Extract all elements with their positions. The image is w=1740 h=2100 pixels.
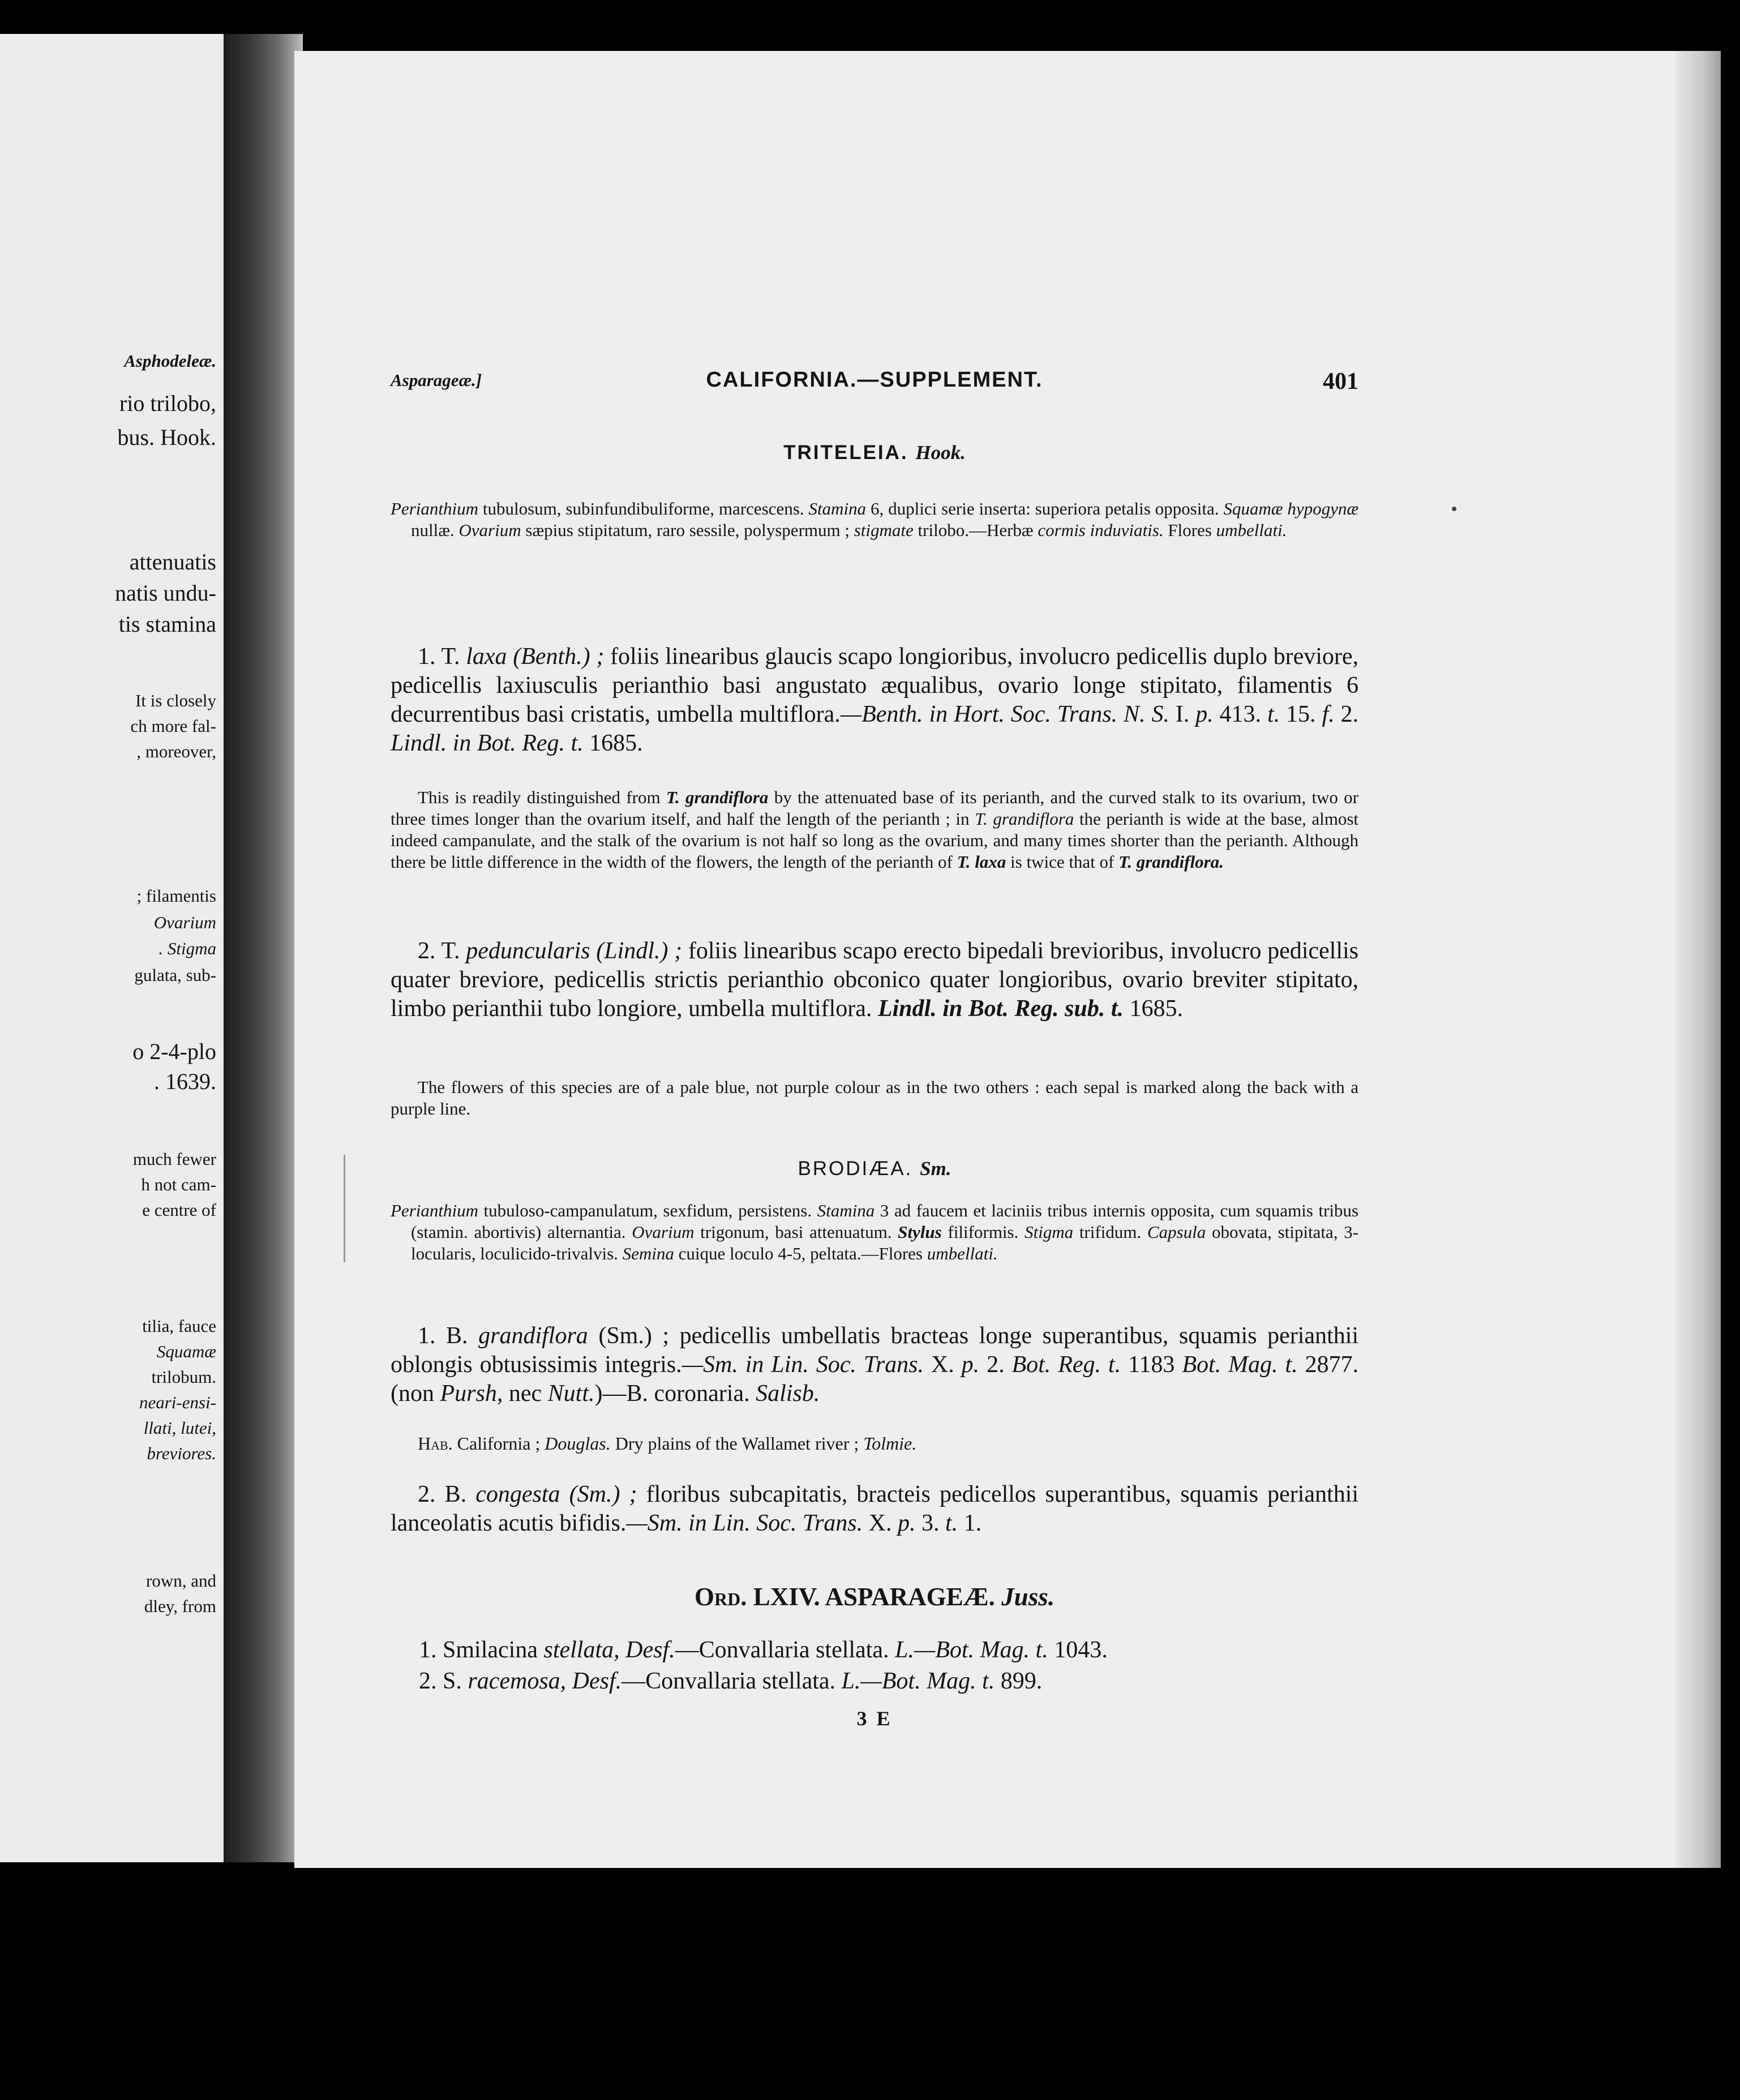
text: tubuloso-campanulatum, sexfidum, persistens. (478, 1201, 817, 1220)
species-epithet: peduncularis (466, 938, 590, 964)
habitat-text: Dry plains of the Wallamet river ; (610, 1433, 864, 1454)
genus-name: TRITELEIA. (783, 442, 908, 464)
reference: I. (1169, 701, 1196, 727)
note-taxon: T. grandiflora. (1118, 852, 1224, 872)
page-number: 401 (1323, 368, 1358, 395)
reference: 3. (915, 1510, 945, 1536)
text: trifidum. (1073, 1222, 1147, 1242)
previous-page-line: o 2-4-plo (132, 1039, 216, 1064)
synonym: —Convallaria stellata. (675, 1637, 895, 1663)
reference: t. (1267, 701, 1280, 727)
note-text: by the attenuated base of its perianth, and the curved stalk to its ovarium, two or three times longer than the ovarium itself, and half the length of the perianth ; in (391, 787, 1358, 829)
reference: —Sm. in Lin. Soc. Trans. (626, 1510, 863, 1536)
term: Squamæ hypogynæ (1223, 499, 1359, 518)
term: Capsula (1147, 1222, 1206, 1242)
reference: —Benth. in Hort. Soc. Trans. N. S. (840, 701, 1169, 727)
text: tubulosum, subinfundibuliforme, marcescens. (478, 499, 809, 518)
species-entry-brodiaea-congesta (391, 1480, 1358, 1538)
previous-page-line: e centre of (142, 1200, 216, 1220)
order-author: Juss. (1001, 1583, 1055, 1611)
previous-page-line: neari-ensi- (139, 1392, 216, 1412)
reference: f. (1322, 701, 1335, 727)
previous-page-line: rio trilobo, (119, 391, 216, 416)
term: Stamina (808, 499, 867, 518)
term: Ovarium (458, 520, 521, 540)
book-gutter (224, 34, 303, 1862)
previous-page-line: dley, from (144, 1596, 216, 1616)
previous-page-line: h not cam- (141, 1175, 216, 1194)
genus-heading-triteleia (391, 442, 1358, 464)
species-entry-smilacina-stellata (391, 1636, 1387, 1665)
genus-name: BRODIÆA. (798, 1158, 913, 1180)
species-epithet: racemosa, Desf. (468, 1668, 622, 1694)
reference: —Sm. in Lin. Soc. Trans. (682, 1352, 924, 1378)
note-triteleia-laxa (391, 787, 1358, 873)
text: Flores (1163, 520, 1216, 540)
text: 3 ad faucem et laciniis tribus internis opposita, cum squamis tribus (stamin. abortivis) alternantia. (411, 1201, 1359, 1242)
previous-page-line: llati, lutei, (143, 1418, 216, 1438)
text: 6, duplici serie inserta: superiora petalis opposita. (866, 499, 1224, 518)
reference: Salisb. (756, 1381, 820, 1407)
reference: 1685. (1123, 996, 1183, 1022)
ink-speck (1452, 507, 1456, 511)
page-edge-shadow (1675, 51, 1721, 1868)
genus-heading-brodiaea (391, 1158, 1358, 1180)
species-diagnosis: foliis linearibus glaucis scapo longioribus, involucro pedicellis duplo breviore, pedicellis laxiusculis perianthio basi angustato æqualibus, ovario longe stipitato, filamentis 6 decurrentibus basi cristatis, umbella multiflora. (391, 644, 1359, 727)
species-entry-smilacina-racemosa (391, 1667, 1387, 1696)
species-entry-brodiaea-grandiflora (391, 1322, 1358, 1408)
species-number: 2. T. (418, 938, 466, 964)
previous-page-line: tis stamina (118, 611, 216, 637)
text: obovata, stipitata, 3-locularis, loculicido-trivalvis. (411, 1222, 1358, 1263)
term: cormis induviatis. (1038, 520, 1164, 540)
order-heading-asparageae (391, 1582, 1358, 1612)
text: trilobo.—Herbæ (913, 520, 1038, 540)
note-taxon: T. grandiflora (975, 809, 1074, 829)
species-epithet: grandiflora (478, 1323, 588, 1349)
reference: X. (863, 1510, 898, 1536)
term: umbellati. (1216, 520, 1287, 540)
margin-mark (344, 1155, 345, 1262)
habitat-label: Hab. (418, 1433, 453, 1454)
reference: 413. (1213, 701, 1267, 727)
text: cuique loculo 4-5, peltata.—Flores (674, 1244, 927, 1263)
previous-page-line: rown, and (146, 1571, 216, 1591)
previous-page-line: ch more fal- (130, 716, 216, 736)
reference: 1. (958, 1510, 982, 1536)
reference: )—B. coronaria. (594, 1381, 756, 1407)
term: Perianthium (391, 499, 478, 518)
species-number: 2. B. (418, 1481, 476, 1507)
previous-page-line: natis undu- (115, 580, 216, 606)
previous-page-line: much fewer (132, 1149, 216, 1169)
reference: p. (1195, 701, 1214, 727)
reference: 899. (995, 1668, 1043, 1694)
book-page (294, 51, 1709, 1868)
species-author: (Lindl.) ; (590, 938, 688, 964)
habitat-text: California ; (452, 1433, 545, 1454)
previous-page-line: Ovarium (153, 912, 216, 932)
note-triteleia-peduncularis: The flowers of this species are of a pale blue, not purple colour as in the two others : each sepal is marked along the back with a purple line. (391, 1077, 1358, 1118)
previous-page-line: . Stigma (158, 938, 216, 958)
reference: Lindl. in Bot. Reg. t. (391, 730, 584, 756)
species-epithet: congesta (475, 1481, 560, 1507)
species-epithet: laxa (466, 644, 507, 670)
reference: L.—Bot. Mag. t. (895, 1637, 1048, 1663)
running-header-title: CALIFORNIA.—SUPPLEMENT. (706, 368, 1043, 392)
note-text: the perianth is wide at the base, almost indeed campanulate, and the stalk of the ovarium is not half so long as the ovarium, and many times shorter than the perianth. Although there be little difference in the width of the flowers, the length of the perianth of (391, 809, 1358, 872)
reference: Nutt. (547, 1381, 595, 1407)
reference: 15. (1280, 701, 1322, 727)
species-diagnosis: pedicellis umbellatis bracteas longe superantibus, squamis perianthii oblongis obtusissimis integris. (391, 1323, 1358, 1378)
previous-page-line: gulata, sub- (134, 965, 216, 985)
genus-description-brodiaea (391, 1200, 1358, 1265)
species-entry-triteleia-laxa (391, 642, 1358, 758)
synonym: —Convallaria stellata. (622, 1668, 842, 1694)
previous-page-line: It is closely (135, 691, 216, 710)
previous-page-line: trilobum. (151, 1367, 216, 1387)
species-number: 1. B. (418, 1323, 479, 1349)
term: stigmate (854, 520, 914, 540)
note-taxon: T. grandiflora (666, 787, 769, 807)
habitat-line (391, 1432, 1386, 1455)
species-entry-triteleia-peduncularis (391, 937, 1358, 1023)
reference: 1183 (1121, 1352, 1182, 1378)
previous-page-line: bus. Hook. (117, 425, 216, 450)
signature-mark: 3 E (856, 1707, 893, 1730)
reference: Pursh, (440, 1381, 503, 1407)
previous-page-line: . 1639. (154, 1069, 216, 1094)
species-number: 2. S. (419, 1668, 468, 1694)
reference: Bot. Reg. t. (1012, 1352, 1121, 1378)
previous-page-line: breviores. (147, 1443, 216, 1463)
text: filiformis. (941, 1222, 1025, 1242)
term: Perianthium (391, 1201, 478, 1220)
species-number: 1. T. (418, 644, 466, 670)
term: Stylus (898, 1222, 942, 1242)
species-number: 1. Smilacina (419, 1637, 544, 1663)
reference: 1043. (1048, 1637, 1108, 1663)
reference: 2. (1334, 701, 1359, 727)
previous-page-line: , moreover, (136, 742, 216, 761)
previous-page-line: attenuatis (129, 549, 216, 575)
reference: 2877. (non (391, 1352, 1359, 1407)
reference: nec (503, 1381, 548, 1407)
text: nullæ. (411, 520, 459, 540)
reference: 2. (979, 1352, 1012, 1378)
text: sæpius stipitatum, raro sessile, polyspermum ; (521, 520, 854, 540)
running-header (391, 368, 1358, 396)
genus-description-triteleia (391, 498, 1358, 541)
reference: 1685. (583, 730, 643, 756)
reference: X. (924, 1352, 962, 1378)
previous-page-line: ; filamentis (136, 886, 216, 906)
term: umbellati. (927, 1244, 998, 1263)
species-epithet: stellata, Desf. (543, 1637, 675, 1663)
running-header-section: Asparageæ.] (391, 370, 482, 390)
species-author: (Sm.) ; (560, 1481, 646, 1507)
species-diagnosis: foliis linearibus scapo erecto bipedali brevioribus, involucro pedicellis quater breviore, pedicellis strictis perianthio obconico quater longioribus, ovario breviter stipitato, limbo perianthii tubo longiore, umbella multiflora. (391, 938, 1359, 1022)
term: Semina (622, 1244, 674, 1263)
reference: Lindl. in Bot. Reg. sub. t. (877, 996, 1124, 1022)
reference: Bot. Mag. t. (1182, 1352, 1298, 1378)
species-author: (Sm.) ; (588, 1323, 680, 1349)
previous-page-line: Asphodeleæ. (124, 351, 216, 371)
reference: p. (897, 1510, 916, 1536)
species-author: (Benth.) ; (507, 644, 611, 670)
collector: Tolmie. (863, 1433, 917, 1454)
note-taxon: T. laxa (957, 852, 1006, 872)
reference: L.—Bot. Mag. t. (841, 1668, 995, 1694)
order-name: Ord. LXIV. ASPARAGEÆ. (695, 1583, 995, 1611)
collector: Douglas. (545, 1433, 611, 1454)
reference: t. (945, 1510, 958, 1536)
species-diagnosis: floribus subcapitatis, bracteis pedicellos superantibus, squamis perianthii lanceolatis acutis bifidis. (391, 1481, 1358, 1536)
term: Ovarium (632, 1222, 695, 1242)
note-text: This is readily distinguished from (418, 787, 666, 807)
previous-page-line: Squamæ (156, 1342, 216, 1361)
text: trigonum, basi attenuatum. (694, 1222, 898, 1242)
note-text: is twice that of (1006, 852, 1119, 872)
previous-page-line: tilia, fauce (142, 1316, 216, 1336)
reference: p. (961, 1352, 980, 1378)
term: Stigma (1024, 1222, 1074, 1242)
genus-author: Hook. (915, 442, 966, 464)
term: Stamina (817, 1201, 875, 1220)
genus-author: Sm. (920, 1158, 952, 1180)
